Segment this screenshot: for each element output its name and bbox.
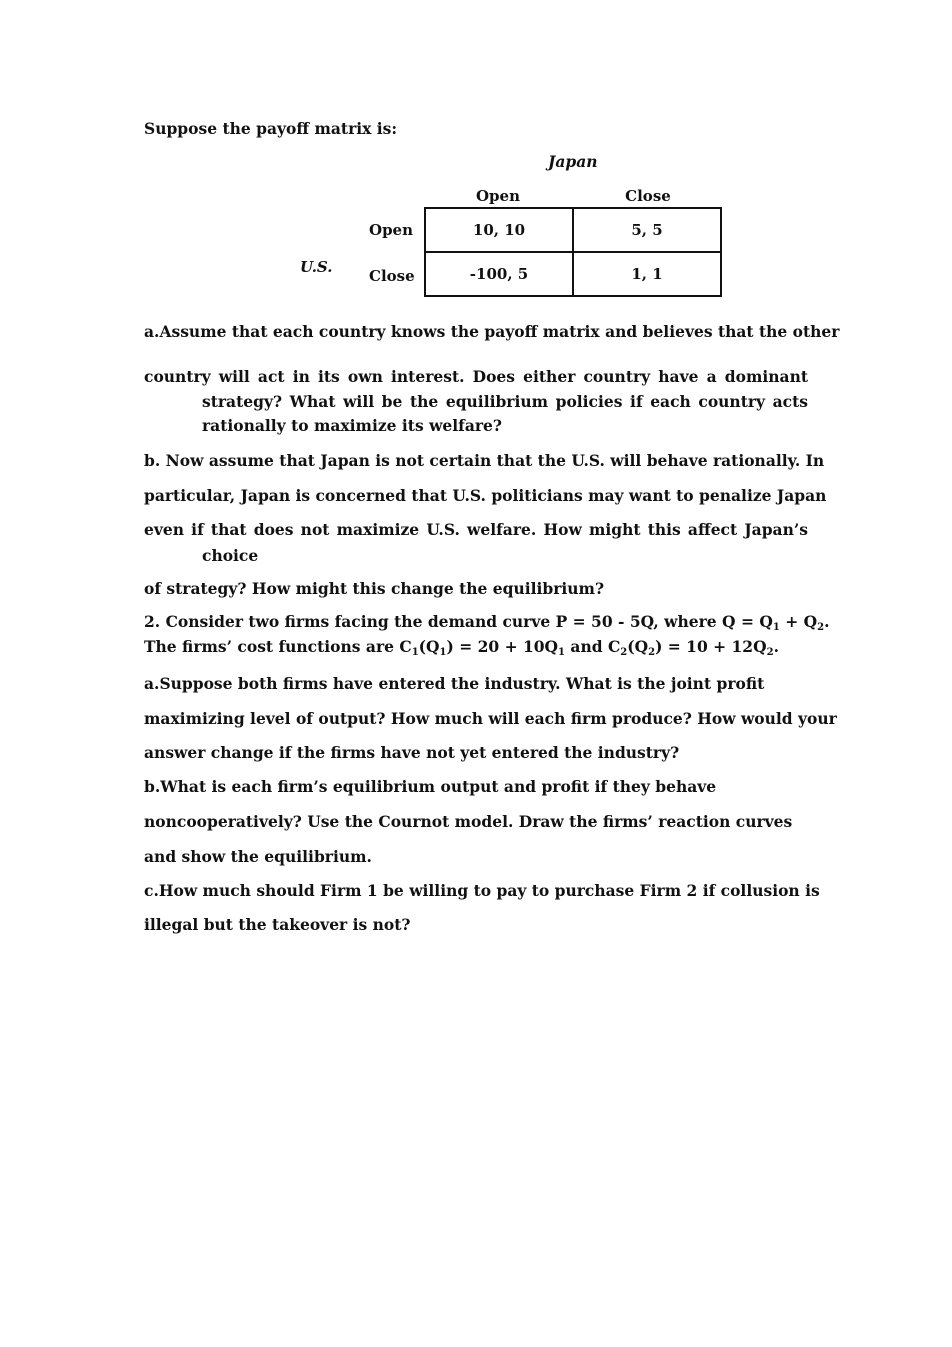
q1a-line-3: strategy? What will be the equilibrium policies if each country acts (202, 392, 808, 411)
q2b-line-3: and show the equilibrium. (144, 847, 372, 866)
row-header-close: Close (369, 267, 415, 285)
cell-close-close: 1, 1 (573, 252, 721, 296)
q1b-line-2: particular, Japan is concerned that U.S. politicians may want to penalize Japan (144, 486, 827, 505)
q2b-line-2: noncooperatively? Use the Cournot model. Draw the firms’ reaction curves (144, 812, 793, 831)
q2a-line-1: a.Suppose both firms have entered the industry. What is the joint profit (144, 674, 765, 693)
q2c-line-1: c.How much should Firm 1 be willing to pay to purchase Firm 2 if collusion is (144, 881, 820, 900)
q2-line-2: The firms’ cost functions are $C_1(Q_1) = 20 + 10Q_1$ and $C_2(Q_2) = 10 + 12Q_2$. (144, 637, 779, 658)
payoff-matrix (424, 207, 722, 297)
q1b-line-5: of strategy? How might this change the equilibrium? (144, 579, 605, 598)
cell-open-close: 5, 5 (573, 208, 721, 252)
row-header-open: Open (369, 221, 414, 239)
q1a-line-2: country will act in its own interest. Does either country have a dominant (144, 367, 808, 386)
q2a-line-2: maximizing level of output? How much will each firm produce? How would your (144, 709, 837, 728)
q2a-line-3: answer change if the firms have not yet entered the industry? (144, 743, 680, 762)
q1b-line-1: b. Now assume that Japan is not certain that the U.S. will behave rationally. In (144, 451, 825, 470)
col-header-close: Close (625, 187, 671, 205)
japan-label: Japan (548, 152, 598, 171)
q1b-line-4: choice (202, 546, 259, 565)
q2c-line-2: illegal but the takeover is not? (144, 915, 411, 934)
q2b-line-1: b.What is each firm’s equilibrium output and profit if they behave (144, 777, 717, 796)
q2-line-1: 2. Consider two firms facing the demand curve P = 50 - 5Q, where $Q = Q_1 + Q_2$. (144, 612, 830, 633)
cell-close-open: -100, 5 (425, 252, 573, 296)
col-header-open: Open (475, 187, 520, 205)
cell-open-open: 10, 10 (425, 208, 573, 252)
q1a-line-1: a.Assume that each country knows the payoff matrix and believes that the other (144, 322, 840, 341)
q1a-line-4: rationally to maximize its welfare? (202, 416, 502, 435)
q1b-line-3: even if that does not maximize U.S. welfare. How might this affect Japan’s (144, 520, 808, 539)
us-label: U.S. (300, 258, 333, 276)
intro-text: Suppose the payoff matrix is: (144, 119, 398, 138)
